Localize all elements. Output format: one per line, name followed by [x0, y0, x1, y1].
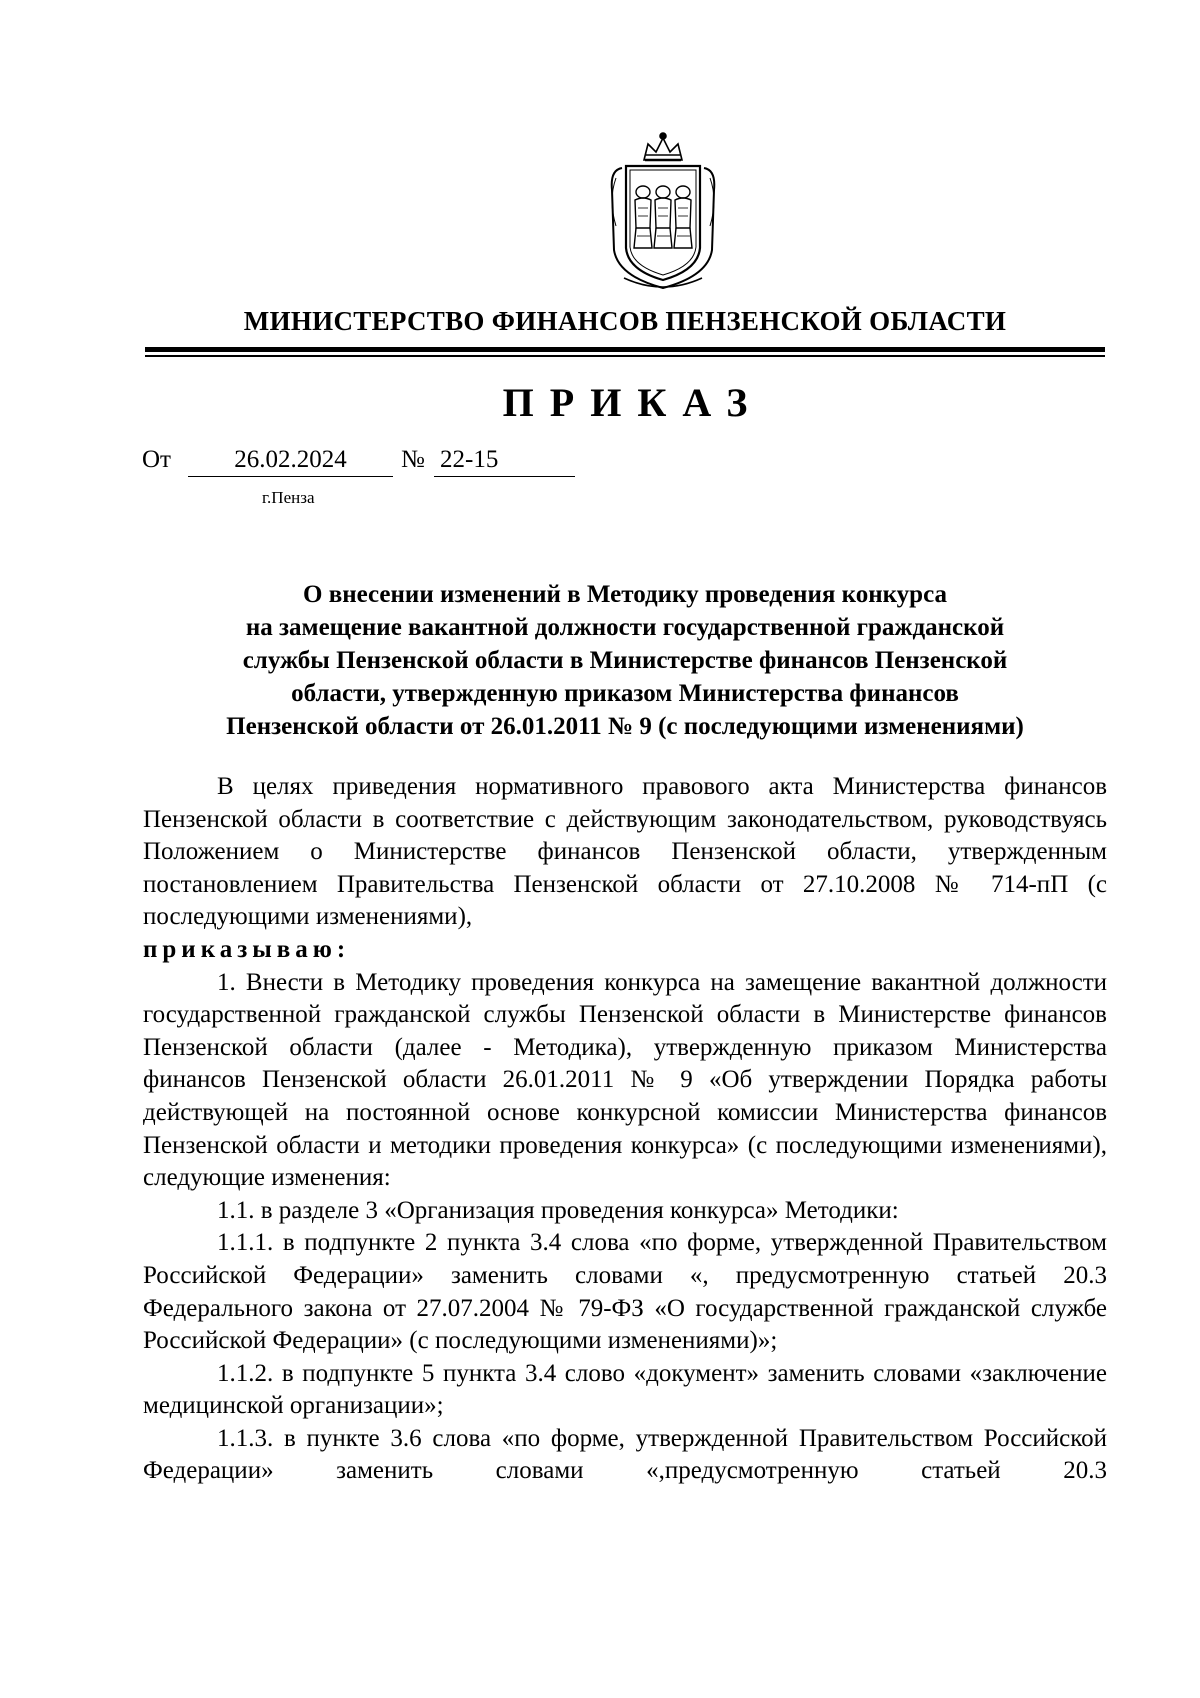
subject-line: Пензенской области от 26.01.2011 № 9 (с последующими изменениями)	[226, 713, 1024, 740]
document-body	[143, 771, 1107, 1488]
order-word-line	[143, 934, 1107, 967]
subject-line: О внесении изменений в Методику проведения конкурса	[303, 581, 947, 608]
document-number: 22-15	[434, 446, 575, 477]
item-1-paragraph: 1. Внести в Методику проведения конкурса на замещение вакантной должности государственной гражданской службы Пензенской области в Министерстве финансов Пензенской области (далее - Методика), утвержденную приказом Министерства финансов Пензенской области 26.01.2011 № 9 «Об утверждении Порядка работы действующей на постоянной основе конкурсной комиссии Министерства финансов Пензенской области и методики проведения конкурса» (с последующими изменениями), следующие изменения:	[143, 968, 1107, 1192]
header-rule-thin	[145, 355, 1105, 357]
coat-of-arms-emblem	[604, 130, 722, 292]
document-title: ПРИКАЗ	[502, 380, 764, 425]
header-rule-thick	[145, 347, 1105, 352]
number-label: №	[401, 446, 425, 473]
document-subject	[145, 578, 1105, 743]
ministry-name: МИНИСТЕРСТВО ФИНАНСОВ ПЕНЗЕНСКОЙ ОБЛАСТИ	[243, 306, 1007, 336]
item-1-1-1-paragraph: 1.1.1. в подпункте 2 пункта 3.4 слова «по форме, утвержденной Правительством Российской Федерации» заменить словами «, предусмотренную статьей 20.3 Федерального закона от 27.07.2004 № 79-ФЗ «О государственной гражданской службе Российской Федерации» (с последующими изменениями)»;	[143, 1229, 1107, 1355]
document-city: г.Пенза	[262, 488, 315, 507]
date-label: От	[142, 446, 171, 473]
preamble-paragraph: В целях приведения нормативного правового акта Министерства финансов Пензенской области в соответствие с действующим законодательством, руководствуясь Положением о Министерстве финансов Пензенской области, утвержденным постановлением Правительства Пензенской области от 27.10.2008 № 714-пП (с последующими изменениями),	[143, 773, 1107, 931]
subject-line: области, утвержденную приказом Министерства финансов	[291, 680, 959, 707]
subject-line: службы Пензенской области в Министерстве финансов Пензенской	[242, 647, 1008, 674]
subject-line: на замещение вакантной должности государственной гражданской	[245, 614, 1005, 641]
document-date: 26.02.2024	[188, 446, 393, 477]
item-1-1-paragraph: 1.1. в разделе 3 «Организация проведения конкурса» Методики:	[217, 1196, 899, 1224]
item-1-1-3-paragraph: 1.1.3. в пункте 3.6 слова «по форме, утвержденной Правительством Российской Федерации» заменить словами «,предусмотренную статьей 20.3	[143, 1424, 1107, 1485]
order-word: приказываю:	[143, 935, 351, 963]
item-1-1-2-paragraph: 1.1.2. в подпункте 5 пункта 3.4 слово «документ» заменить словами «заключение медицинской организации»;	[143, 1359, 1107, 1420]
